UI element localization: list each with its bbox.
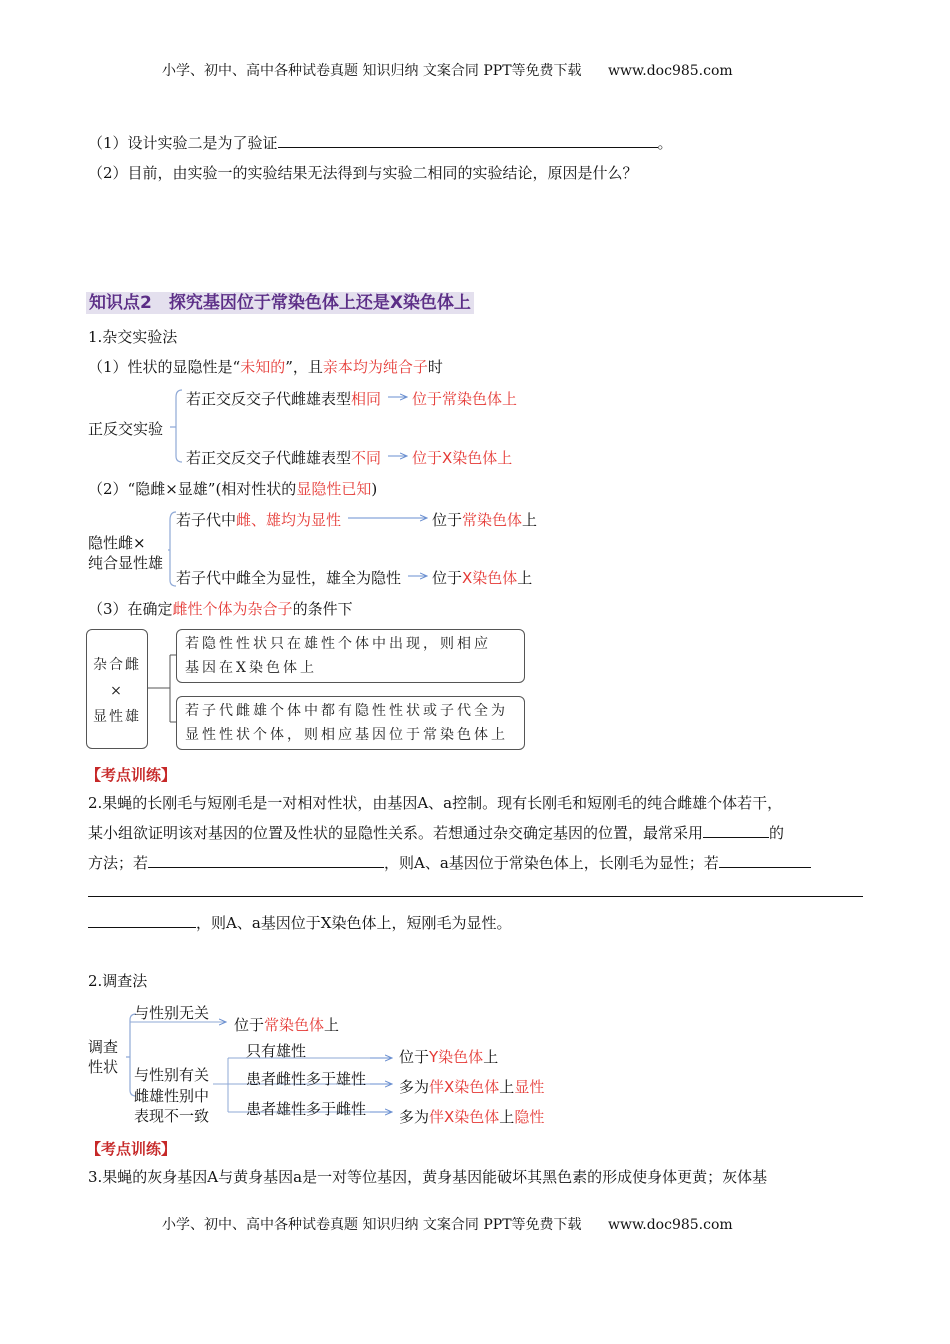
method2-result-2-pre: 多为 [399,1078,430,1096]
q3-line-3-text-2: ，则A、a基因位于常染色体上，长刚毛为显性；若 [384,854,719,872]
diag1-branch-1 [186,388,381,409]
diag1-result-2-pre: 位于 [412,449,443,467]
method2-result-2-red: 伴X染色体 [429,1078,500,1096]
method2-result-a [234,1014,339,1035]
footer-url: www.doc985.com [607,1217,733,1233]
method2-result-3-red2: 隐性 [514,1108,545,1126]
method2-branch-b-sub [134,1086,209,1126]
diag3-root-line-1: 杂合雌 [93,657,141,673]
diag2-branch-1 [176,509,341,530]
diag2-result-2-pre: 位于 [432,569,463,587]
method2-result-3-pre: 多为 [399,1108,430,1126]
method2-case-2: 患者雌性多于雄性 [246,1070,367,1088]
header-url: www.doc985.com [607,63,733,79]
diag3-branch-2-box [176,696,525,750]
q3-line-1: 2.果蝇的长刚毛与短刚毛是一对相对性状，由基因A、a控制。现有长刚毛和短刚毛的纯合雌雄个体若干， [88,794,783,812]
diag1-branch-2-text: 若正交反交子代雌雄表型 [186,449,352,467]
method2-result-1-red: Y染色体 [429,1048,484,1066]
diag2-branch-1-text: 若子代中 [176,511,237,529]
method2-result-2 [399,1076,544,1097]
case2-text-2: ) [371,480,378,498]
method2-root-line-2: 性状 [88,1058,119,1076]
method2-result-3-mid: 上 [499,1108,515,1126]
question-1-suffix: 。 [657,134,673,152]
diag2-result-1-post: 上 [522,511,538,529]
q3-line-3-text: 方法；若 [88,854,149,872]
method2-case-1: 只有雄性 [246,1042,307,1060]
answer-blank[interactable] [88,913,196,928]
diag2-branch-1-highlight: 雌、雄均为显性 [236,511,342,529]
answer-blank[interactable] [148,853,384,868]
q3-line-2-text: 某小组欲证明该对基因的位置及性状的显隐性关系。若想通过杂交确定基因的位置，最常采用 [88,824,704,842]
question-2-text: （2）目前，由实验一的实验结果无法得到与实验二相同的实验结论，原因是什么？ [88,164,638,182]
diag1-branch-2-highlight: 不同 [351,449,382,467]
case1-text-3: 时 [427,358,443,376]
diag3-branch-2-line-1: 若子代雌雄个体中都有隐性性状或子代全为 [185,703,508,719]
training-label-2: 【考点训练】 [86,1140,177,1158]
case3-highlight: 雌性个体为杂合子 [172,600,293,618]
q3-line-5-text: ，则A、a基因位于X染色体上，短刚毛为显性。 [196,914,512,932]
method2-title: 2.调查法 [88,972,148,990]
case2-line [88,478,377,499]
case1-text-2: ”，且 [285,358,323,376]
diag2-result-1-pre: 位于 [432,511,463,529]
page-footer [162,1214,733,1234]
case2-highlight: 显隐性已知 [296,480,372,498]
method2-branch-a: 与性别无关 [134,1004,210,1022]
method2-case-3: 患者雄性多于雌性 [246,1100,367,1118]
case2-text: （2）“隐雌×显雄”(相对性状的 [88,480,297,498]
diag3-branch-2-line-2: 显性性状个体，则相应基因位于常染色体上 [185,727,508,743]
diag1-branch-1-highlight: 相同 [351,390,382,408]
header-text: 小学、初中、高中各种试卷真题 知识归纳 文案合同 PPT等免费下载 [162,63,582,79]
method2-result-1-post: 上 [483,1048,499,1066]
diag2-result-2-post: 上 [517,569,533,587]
method2-result-1 [399,1046,498,1067]
q3-line-2-suffix: 的 [769,824,785,842]
question-1-text: （1）设计实验二是为了验证 [88,134,278,152]
diag2-branch-2: 若子代中雌全为显性，雄全为隐性 [176,569,402,587]
diag1-result-1 [412,388,517,409]
diag3-root-line-2: × [110,683,124,699]
diag1-root: 正反交实验 [88,420,164,438]
case3-text: （3）在确定 [88,600,173,618]
diag3-root-line-3: 显性雄 [93,709,141,725]
diag3-branch-1-line-2: 基因在X染色体上 [185,660,317,676]
case1-highlight: 未知的 [240,358,286,376]
method2-result-3-red: 伴X染色体 [429,1108,500,1126]
answer-blank[interactable] [703,823,769,838]
method2-root [88,1037,118,1077]
case1-highlight-2: 亲本均为纯合子 [322,358,428,376]
q3-line-5 [88,912,511,933]
method2-result-1-pre: 位于 [399,1048,430,1066]
answer-blank-full[interactable] [88,896,863,897]
diag1-result-1-red: 常染色体上 [442,390,518,408]
diag2-root [88,533,163,573]
diag3-root-box [86,629,148,749]
diag3-branch-1-line-1: 若隐性性状只在雄性个体中出现，则相应 [185,636,491,652]
diag1-result-2-red: X染色体上 [442,449,513,467]
case1-text: （1）性状的显隐性是“ [88,358,241,376]
footer-text: 小学、初中、高中各种试卷真题 知识归纳 文案合同 PPT等免费下载 [162,1217,582,1233]
method2-result-2-red2: 显性 [514,1078,545,1096]
section-title: 知识点2 探究基因位于常染色体上还是X染色体上 [86,292,474,314]
method2-root-line-1: 调查 [88,1038,119,1056]
training-label-1: 【考点训练】 [86,766,177,784]
case3-text-2: 的条件下 [292,600,353,618]
diag1-result-1-pre: 位于 [412,390,443,408]
diag2-result-2 [432,567,532,588]
diag1-branch-2 [186,447,381,468]
method2-result-a-red: 常染色体 [264,1016,325,1034]
method2-branch-b: 与性别有关 [134,1066,210,1084]
diag2-root-line-2: 纯合显性雄 [88,554,164,572]
case3-line [88,598,353,619]
q3-line-3 [88,852,811,873]
diag2-result-2-red: X染色体 [462,569,518,587]
diag3-branch-1-box [176,629,525,683]
method2-result-a-post: 上 [324,1016,340,1034]
q3-line-2 [88,822,784,843]
diag2-root-line-1: 隐性雌× [88,534,146,552]
diag1-result-2 [412,447,512,468]
diag2-result-1 [432,509,537,530]
method2-branch-b-sub-2: 表现不一致 [134,1107,210,1125]
method2-result-2-mid: 上 [499,1078,515,1096]
diag2-result-1-red: 常染色体 [462,511,523,529]
method1-title: 1.杂交实验法 [88,328,178,346]
method2-result-a-pre: 位于 [234,1016,265,1034]
answer-blank[interactable] [719,853,811,868]
method2-branch-b-sub-1: 雌雄性别中 [134,1087,210,1105]
diag1-branch-1-text: 若正交反交子代雌雄表型 [186,390,352,408]
method2-result-3 [399,1106,544,1127]
q4-line-1: 3.果蝇的灰身基因A与黄身基因a是一对等位基因，黄身基因能破坏其黑色素的形成使身体更黄；灰体基 [88,1168,768,1186]
